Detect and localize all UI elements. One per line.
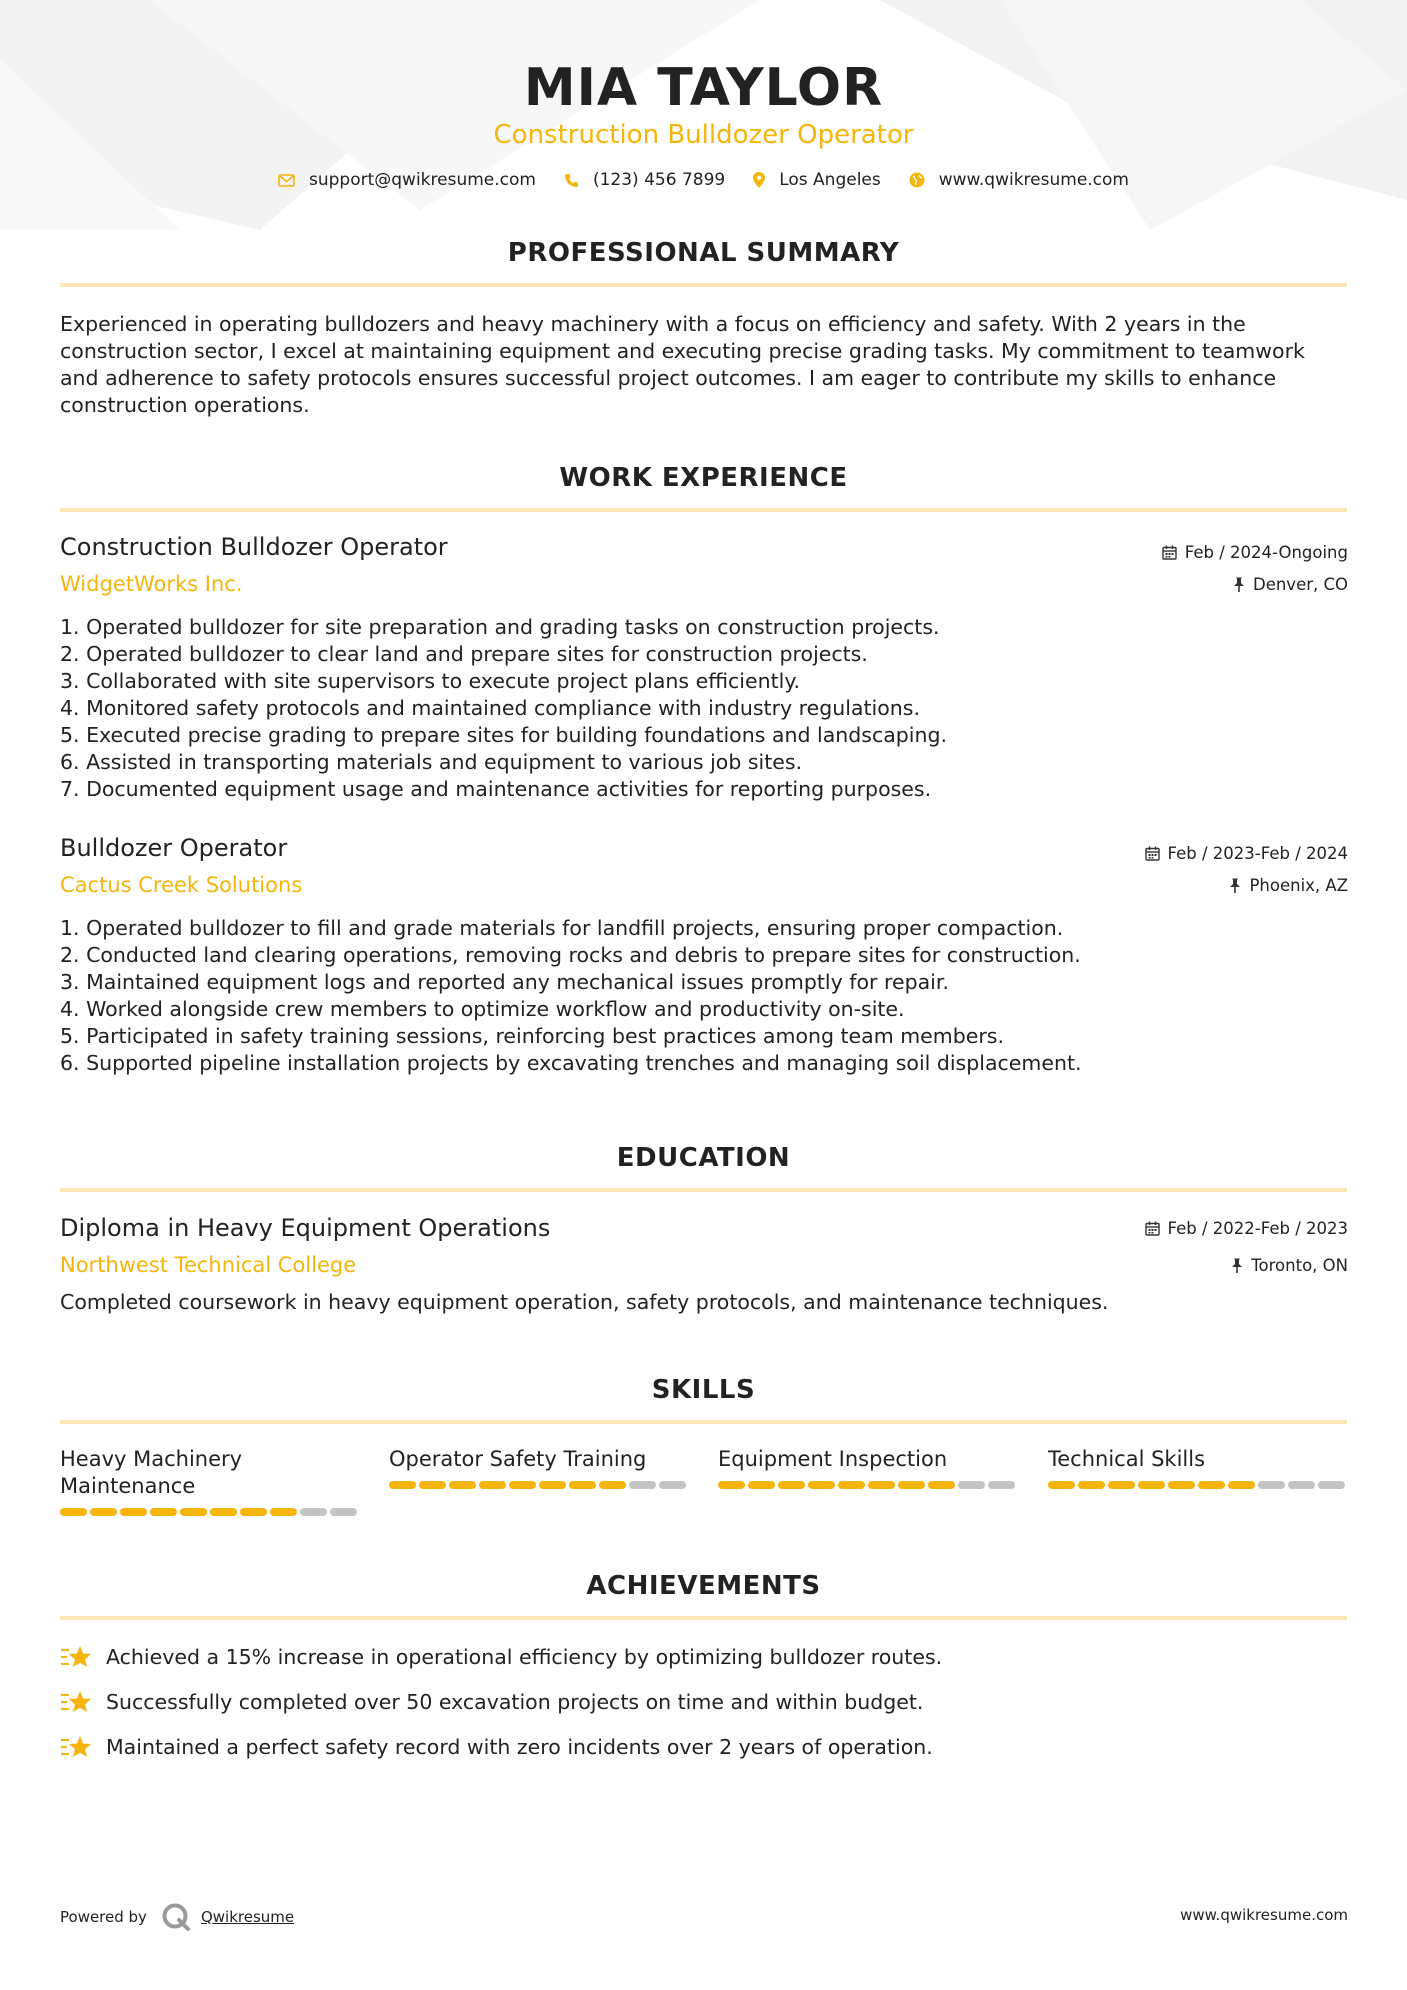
skill-segment-filled xyxy=(180,1508,207,1516)
job-location xyxy=(1229,876,1348,895)
shooting-star-icon xyxy=(60,1734,92,1760)
contact-website[interactable] xyxy=(909,170,1129,190)
achievement-item xyxy=(60,1734,1347,1760)
shooting-star-icon xyxy=(60,1644,92,1670)
skill-segment-filled xyxy=(838,1481,865,1489)
contact-bar xyxy=(0,170,1407,190)
job-dates-text: Feb / 2024-Ongoing xyxy=(1184,543,1348,562)
achievement-text: Successfully completed over 50 excavation projects on time and within budget. xyxy=(106,1690,924,1714)
skill-rating-bar xyxy=(389,1481,689,1489)
skill-name: Technical Skills xyxy=(1048,1447,1206,1471)
list-item: 1. Operated bulldozer to fill and grade materials for landfill projects, ensuring proper compaction. xyxy=(60,916,1064,940)
contact-location xyxy=(753,170,881,190)
list-item: 5. Participated in safety training sessions, reinforcing best practices among team members. xyxy=(60,1024,1005,1048)
education-location xyxy=(1231,1256,1348,1275)
skill-segment-filled xyxy=(539,1481,566,1489)
skill-rating-bar xyxy=(1048,1481,1348,1489)
skill-item xyxy=(1048,1446,1348,1489)
summary-line: construction operations. xyxy=(60,393,310,417)
education-divider xyxy=(60,1188,1347,1192)
summary-divider xyxy=(60,283,1347,287)
skill-segment-empty xyxy=(659,1481,686,1489)
education-heading: EDUCATION xyxy=(616,1143,791,1173)
job-dates xyxy=(1162,543,1348,562)
skills-divider xyxy=(60,1420,1347,1424)
skill-segment-filled xyxy=(1048,1481,1075,1489)
skill-segment-empty xyxy=(629,1481,656,1489)
shooting-star-icon xyxy=(60,1689,92,1715)
skill-rating-bar xyxy=(718,1481,1018,1489)
job-title: Bulldozer Operator xyxy=(60,834,288,862)
contact-email-text: support@qwikresume.com xyxy=(309,170,536,190)
pushpin-icon xyxy=(1233,577,1245,592)
list-item: 5. Executed precise grading to prepare sites for building foundations and landscaping. xyxy=(60,723,948,747)
job-dates-text: Feb / 2023-Feb / 2024 xyxy=(1167,844,1348,863)
education-dates xyxy=(1145,1219,1348,1238)
skill-name-line: Maintenance xyxy=(60,1474,196,1498)
skill-rating-bar xyxy=(60,1508,360,1516)
list-item: 2. Conducted land clearing operations, removing rocks and debris to prepare sites for construction. xyxy=(60,943,1081,967)
education-dates-text: Feb / 2022-Feb / 2023 xyxy=(1167,1219,1348,1238)
list-item: 7. Documented equipment usage and maintenance activities for reporting purposes. xyxy=(60,777,932,801)
skill-segment-filled xyxy=(1108,1481,1135,1489)
list-item: 6. Assisted in transporting materials and equipment to various job sites. xyxy=(60,750,803,774)
list-item: 4. Worked alongside crew members to optimize workflow and productivity on-site. xyxy=(60,997,905,1021)
skill-segment-filled xyxy=(928,1481,955,1489)
skill-segment-filled xyxy=(210,1508,237,1516)
degree-title: Diploma in Heavy Equipment Operations xyxy=(60,1214,551,1242)
contact-location-text: Los Angeles xyxy=(779,170,881,190)
summary-heading: PROFESSIONAL SUMMARY xyxy=(507,238,900,268)
job-location xyxy=(1233,575,1348,594)
skill-segment-filled xyxy=(569,1481,596,1489)
skill-segment-filled xyxy=(1198,1481,1225,1489)
footer-website[interactable]: www.qwikresume.com xyxy=(1180,1906,1348,1924)
skill-segment-filled xyxy=(1078,1481,1105,1489)
job-location-text: Phoenix, AZ xyxy=(1249,876,1348,895)
summary-line: and adherence to safety protocols ensures successful project outcomes. I am eager to contribute my skills to enhance xyxy=(60,366,1277,390)
qwikresume-link[interactable]: Qwikresume xyxy=(200,1908,295,1926)
skill-segment-filled xyxy=(389,1481,416,1489)
skill-name xyxy=(60,1446,360,1500)
qwikresume-logo-icon xyxy=(161,1902,191,1932)
skill-segment-filled xyxy=(868,1481,895,1489)
skill-segment-filled xyxy=(718,1481,745,1489)
job-location-text: Denver, CO xyxy=(1252,575,1348,594)
summary-line: construction sector, I excel at maintaining equipment and executing precise grading tasks. My commitment to teamwork xyxy=(60,339,1305,363)
list-item: 1. Operated bulldozer for site preparation and grading tasks on construction projects. xyxy=(60,615,940,639)
skill-segment-empty xyxy=(1258,1481,1285,1489)
skill-item xyxy=(718,1446,1018,1489)
calendar-icon xyxy=(1145,1221,1160,1236)
skill-segment-filled xyxy=(449,1481,476,1489)
skill-segment-filled xyxy=(509,1481,536,1489)
contact-website-text: www.qwikresume.com xyxy=(938,170,1129,190)
skill-name: Equipment Inspection xyxy=(718,1447,948,1471)
skill-segment-filled xyxy=(479,1481,506,1489)
skill-segment-filled xyxy=(1138,1481,1165,1489)
skill-segment-filled xyxy=(419,1481,446,1489)
summary-line: Experienced in operating bulldozers and heavy machinery with a focus on efficiency and safety. With 2 years in the xyxy=(60,312,1246,336)
skill-segment-empty xyxy=(300,1508,327,1516)
skill-segment-filled xyxy=(1168,1481,1195,1489)
education-location-text: Toronto, ON xyxy=(1251,1256,1348,1275)
skill-segment-filled xyxy=(599,1481,626,1489)
skill-segment-empty xyxy=(1318,1481,1345,1489)
skills-heading: SKILLS xyxy=(651,1375,756,1405)
list-item: 3. Maintained equipment logs and reported any mechanical issues promptly for repair. xyxy=(60,970,949,994)
job-duties-list xyxy=(60,614,1347,803)
skill-segment-empty xyxy=(958,1481,985,1489)
skill-segment-filled xyxy=(60,1508,87,1516)
contact-phone-text: (123) 456 7899 xyxy=(592,170,726,190)
achievements-divider xyxy=(60,1616,1347,1620)
mail-icon xyxy=(278,174,295,187)
skill-segment-filled xyxy=(898,1481,925,1489)
achievement-item xyxy=(60,1644,1347,1670)
list-item: 3. Collaborated with site supervisors to execute project plans efficiently. xyxy=(60,669,801,693)
skill-segment-filled xyxy=(90,1508,117,1516)
pushpin-icon xyxy=(1231,1258,1243,1273)
list-item: 4. Monitored safety protocols and maintained compliance with industry regulations. xyxy=(60,696,920,720)
location-pin-icon xyxy=(753,172,765,188)
skill-segment-empty xyxy=(1288,1481,1315,1489)
experience-divider xyxy=(60,508,1347,512)
skill-segment-filled xyxy=(270,1508,297,1516)
calendar-icon xyxy=(1162,545,1177,560)
list-item: 2. Operated bulldozer to clear land and prepare sites for construction projects. xyxy=(60,642,868,666)
achievement-text: Maintained a perfect safety record with zero incidents over 2 years of operation. xyxy=(106,1735,933,1759)
globe-icon xyxy=(909,172,925,188)
candidate-title: Construction Bulldozer Operator xyxy=(493,120,914,150)
achievement-text: Achieved a 15% increase in operational efficiency by optimizing bulldozer routes. xyxy=(106,1645,943,1669)
skill-item xyxy=(60,1446,360,1516)
skill-name: Operator Safety Training xyxy=(389,1447,647,1471)
powered-by-label: Powered by xyxy=(60,1908,147,1926)
skill-segment-filled xyxy=(808,1481,835,1489)
skill-item xyxy=(389,1446,689,1489)
list-item: 6. Supported pipeline installation projects by excavating trenches and managing soil displacement. xyxy=(60,1051,1082,1075)
footer-powered-by xyxy=(60,1902,294,1932)
skill-name-line: Heavy Machinery xyxy=(60,1447,243,1471)
pushpin-icon xyxy=(1229,878,1241,893)
achievement-item xyxy=(60,1689,1347,1715)
contact-email[interactable] xyxy=(278,170,536,190)
achievements-heading: ACHIEVEMENTS xyxy=(586,1571,821,1601)
job-duties-list xyxy=(60,915,1347,1077)
job-company: Cactus Creek Solutions xyxy=(60,873,303,897)
experience-heading: WORK EXPERIENCE xyxy=(559,463,848,493)
contact-phone[interactable] xyxy=(564,170,725,190)
calendar-icon xyxy=(1145,846,1160,861)
education-description: Completed coursework in heavy equipment operation, safety protocols, and maintenance techniques. xyxy=(60,1290,1109,1314)
phone-icon xyxy=(564,173,579,188)
candidate-name: MIA TAYLOR xyxy=(523,58,884,118)
skill-segment-empty xyxy=(330,1508,357,1516)
skill-segment-filled xyxy=(748,1481,775,1489)
skill-segment-filled xyxy=(1228,1481,1255,1489)
school-name: Northwest Technical College xyxy=(60,1253,357,1277)
skill-segment-empty xyxy=(988,1481,1015,1489)
job-company: WidgetWorks Inc. xyxy=(60,572,243,596)
skill-segment-filled xyxy=(120,1508,147,1516)
skill-segment-filled xyxy=(150,1508,177,1516)
skill-segment-filled xyxy=(778,1481,805,1489)
job-dates xyxy=(1145,844,1348,863)
skill-segment-filled xyxy=(240,1508,267,1516)
job-title: Construction Bulldozer Operator xyxy=(60,533,448,561)
summary-text xyxy=(60,311,1347,419)
